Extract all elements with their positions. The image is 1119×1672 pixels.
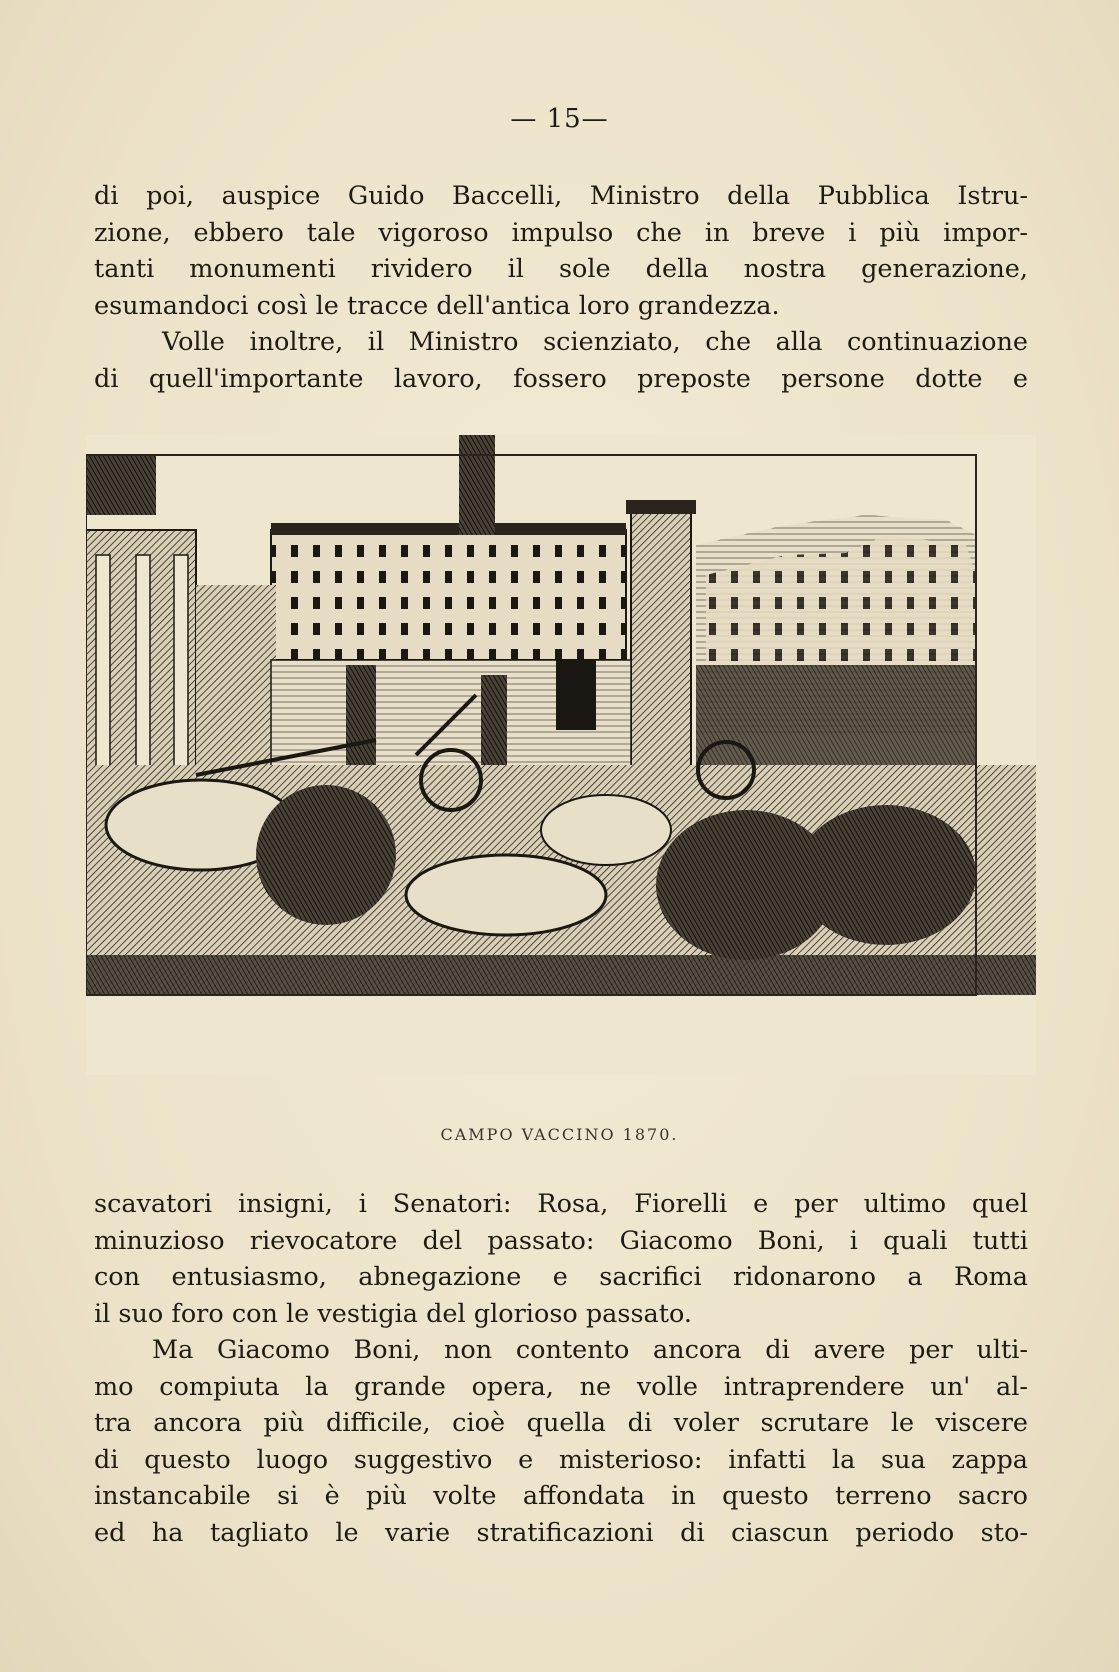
text-line: il suo foro con le vestigia del glorioso passato. xyxy=(94,1298,693,1329)
text-line: con entusiasmo, abnegazione e sacrifici ridonarono a Roma xyxy=(94,1262,1028,1292)
text-line: tanti monumenti rividero il sole della nostra generazione, xyxy=(94,254,1028,284)
text-line: mo compiuta la grande opera, ne volle intraprendere un' al- xyxy=(94,1371,1028,1402)
text-line: zione, ebbero tale vigoroso impulso che in breve i più impor- xyxy=(94,217,1028,248)
engraving-illustration xyxy=(86,435,1036,1075)
text-line: di questo luogo suggestivo e misterioso: infatti la sua zappa xyxy=(94,1444,1028,1475)
paragraph-2 xyxy=(94,1186,1028,1551)
illustration-caption: CAMPO VACCINO 1870. xyxy=(440,1125,679,1144)
text-line: instancabile si è più volte affondata in questo terreno sacro xyxy=(94,1481,1028,1511)
text-line: ed ha tagliato le varie stratificazioni di ciascun periodo sto- xyxy=(94,1517,1028,1548)
text-line: di quell'importante lavoro, fossero preposte persone dotte e xyxy=(94,363,1028,394)
paragraph-1 xyxy=(94,178,1028,397)
text-line: Ma Giacomo Boni, non contento ancora di avere per ulti- xyxy=(152,1335,1028,1365)
text-line: tra ancora più difficile, cioè quella di voler scrutare le viscere xyxy=(94,1408,1028,1438)
text-line: minuzioso rievocatore del passato: Giacomo Boni, i quali tutti xyxy=(94,1225,1028,1256)
page-number: — 15— xyxy=(510,104,609,134)
text-line: di poi, auspice Guido Baccelli, Ministro della Pubblica Istru- xyxy=(94,181,1028,211)
text-line: Volle inoltre, il Ministro scienziato, che alla continuazione xyxy=(162,327,1028,357)
text-line: scavatori insigni, i Senatori: Rosa, Fiorelli e per ultimo quel xyxy=(94,1189,1028,1219)
text-line: esumandoci così le tracce dell'antica loro grandezza. xyxy=(94,290,780,321)
